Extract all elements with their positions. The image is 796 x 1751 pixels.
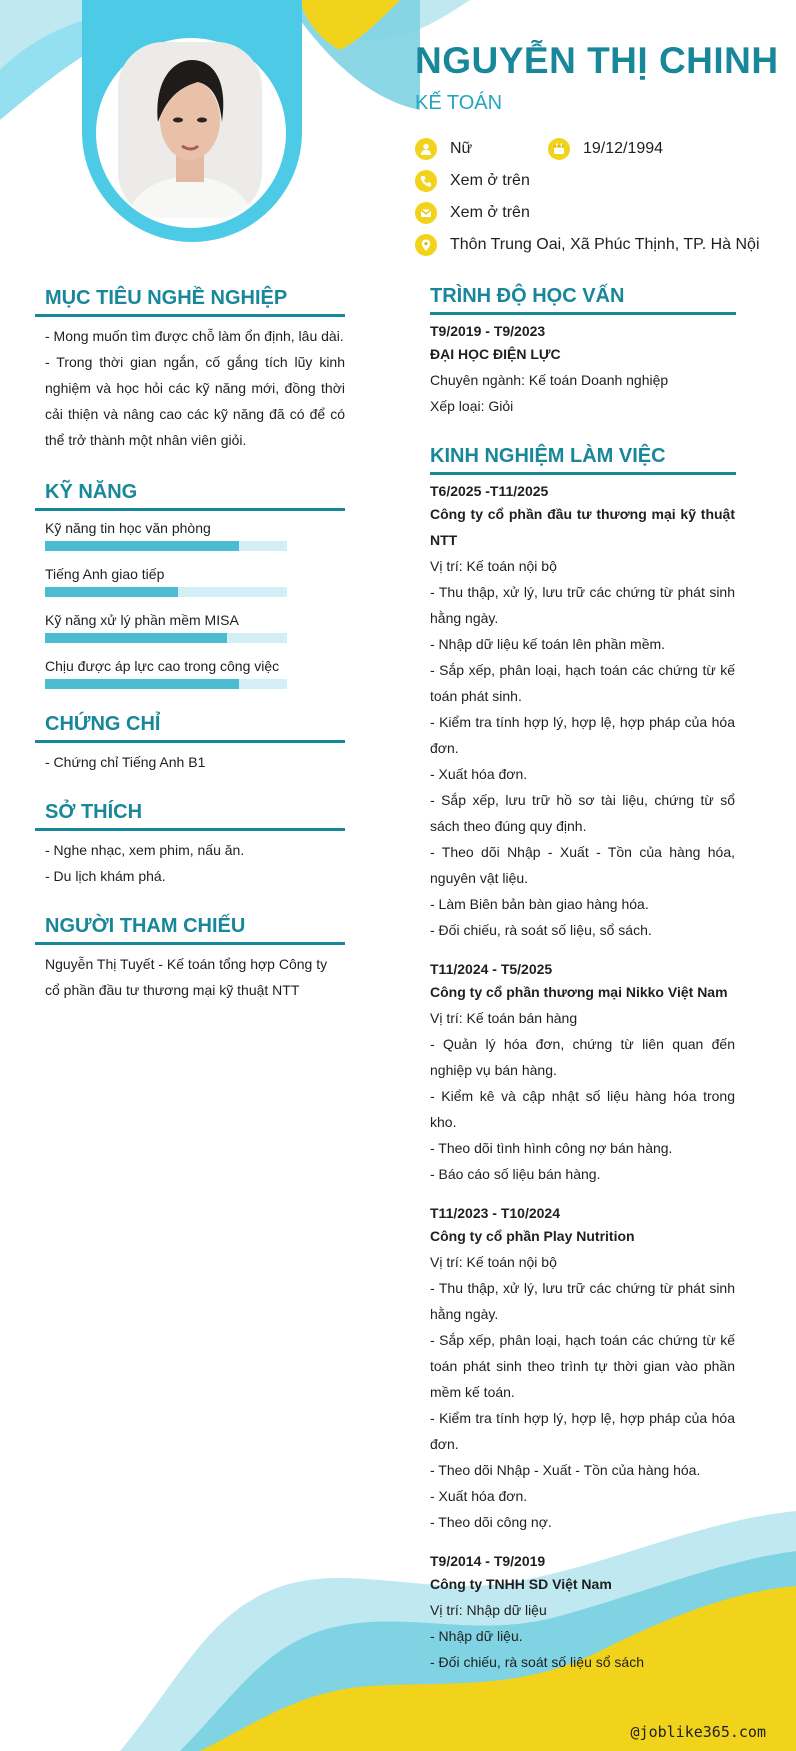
section-title-hobbies: SỞ THÍCH [45, 801, 143, 823]
job-entry [430, 1551, 735, 1675]
company-name: Công ty cổ phần thương mại Nikko Việt Nam [430, 984, 728, 1000]
section-divider [35, 740, 345, 743]
section-title-references: NGƯỜI THAM CHIẾU [45, 915, 246, 937]
full-name: NGUYỄN THỊ CHINH [415, 40, 779, 81]
education-period: T9/2019 - T9/2023 [430, 323, 546, 339]
job-detail-line: - Sắp xếp, phân loại, hạch toán các chứng từ kế toán phát sinh theo trình tự thời gian vào phần mềm kế toán. [430, 1332, 735, 1400]
job-detail-line: - Nhập dữ liệu. [430, 1628, 523, 1644]
job-detail-line: - Theo dõi Nhập - Xuất - Tồn của hàng hóa, nguyên vật liệu. [430, 844, 735, 886]
references-section [45, 913, 345, 1003]
skill-bar-fill [45, 633, 227, 643]
watermark: @joblike365.com [630, 1723, 766, 1741]
job-detail-line: - Xuất hóa đơn. [430, 766, 528, 782]
skill-bar [45, 587, 287, 597]
company-name: Công ty cổ phần đầu tư thương mại kỹ thuật NTT [430, 506, 735, 548]
education-line: Chuyên ngành: Kế toán Doanh nghiệp [430, 372, 669, 388]
job-detail-line: Vị trí: Nhập dữ liệu [430, 1602, 547, 1618]
section-divider [35, 942, 345, 945]
job-detail-line: - Đối chiếu, rà soát số liệu, sổ sách. [430, 922, 652, 938]
skill-bar-fill [45, 587, 178, 597]
job-detail-line: - Báo cáo số liệu bán hàng. [430, 1166, 601, 1182]
job-detail-line: Vị trí: Kế toán nội bộ [430, 558, 557, 574]
job-title: KẾ TOÁN [415, 92, 503, 114]
section-title-certificates: CHỨNG CHỈ [45, 713, 161, 735]
job-detail-line: - Sắp xếp, lưu trữ hồ sơ tài liệu, chứng từ sổ sách theo đúng quy định. [430, 792, 735, 834]
job-entry [430, 1203, 735, 1535]
job-period: T11/2024 - T5/2025 [430, 961, 553, 977]
skills-section [45, 479, 345, 689]
phone-value: Xem ở trên [450, 172, 530, 189]
job-detail-line: - Quản lý hóa đơn, chứng từ liên quan đến nghiệp vụ bán hàng. [430, 1036, 735, 1078]
objective-text [45, 323, 345, 453]
hobbies-section [45, 799, 345, 889]
info-row-address [415, 229, 790, 261]
skill-bar [45, 679, 287, 689]
skill-item [45, 609, 345, 643]
skill-name: Kỹ năng xử lý phần mềm MISA [45, 612, 239, 628]
reference-text: Nguyễn Thị Tuyết - Kế toán tổng hợp Công ty cổ phần đầu tư thương mại kỹ thuật NTT [45, 956, 328, 998]
section-title-objective: MỤC TIÊU NGHỀ NGHIỆP [45, 287, 288, 309]
job-detail-line: Vị trí: Kế toán nội bộ [430, 1254, 557, 1270]
phone-icon [415, 170, 437, 192]
education-section [430, 283, 735, 419]
info-row-email [415, 197, 790, 229]
objective-line: - Mong muốn tìm được chỗ làm ổn định, lâu dài. [45, 328, 344, 344]
certificates-section [45, 711, 345, 775]
education-line: Xếp loại: Giỏi [430, 398, 514, 414]
gender-item [415, 138, 548, 160]
job-period: T6/2025 -T11/2025 [430, 483, 549, 499]
company-name: Công ty cổ phần Play Nutrition [430, 1228, 635, 1244]
user-icon [415, 138, 437, 160]
email-value: Xem ở trên [450, 204, 530, 221]
objective-section [45, 285, 345, 453]
hobby-item: - Du lịch khám phá. [45, 868, 166, 884]
job-entry [430, 959, 735, 1187]
job-entry [430, 481, 735, 943]
job-period: T9/2014 - T9/2019 [430, 1553, 546, 1569]
right-column [430, 283, 735, 1691]
profile-photo [118, 42, 262, 218]
certificate-item: - Chứng chỉ Tiếng Anh B1 [45, 754, 206, 770]
job-detail-line: - Đối chiếu, rà soát số liệu sổ sách [430, 1654, 644, 1670]
skill-bar-fill [45, 679, 239, 689]
calendar-icon [548, 138, 570, 160]
skill-name: Chịu được áp lực cao trong công việc [45, 658, 280, 674]
school-name: ĐẠI HỌC ĐIỆN LỰC [430, 346, 561, 362]
job-detail-line: - Xuất hóa đơn. [430, 1488, 528, 1504]
section-title-skills: KỸ NĂNG [45, 481, 138, 503]
section-divider [35, 828, 345, 831]
gender-value: Nữ [450, 140, 473, 157]
experience-section [430, 443, 735, 1675]
job-list [430, 481, 735, 1675]
job-detail-line: - Thu thập, xử lý, lưu trữ các chứng từ phát sinh hằng ngày. [430, 584, 735, 626]
job-detail-line: - Kiểm tra tính hợp lý, hợp lệ, hợp pháp của hóa đơn. [430, 714, 735, 756]
section-divider [35, 314, 345, 317]
skill-bar [45, 633, 287, 643]
map-pin-icon [415, 234, 437, 256]
address-value: Thôn Trung Oai, Xã Phúc Thịnh, TP. Hà Nội [450, 236, 760, 253]
job-detail-line: - Thu thập, xử lý, lưu trữ các chứng từ phát sinh hằng ngày. [430, 1280, 735, 1322]
skill-bar-fill [45, 541, 239, 551]
job-detail-line: - Kiểm tra tính hợp lý, hợp lệ, hợp pháp của hóa đơn. [430, 1410, 735, 1452]
job-detail-line: - Theo dõi tình hình công nợ bán hàng. [430, 1140, 673, 1156]
skill-name: Kỹ năng tin học văn phòng [45, 520, 211, 536]
objective-line: - Trong thời gian ngắn, cố gắng tích lũy kinh nghiệm và học hỏi các kỹ năng mới, đồng thời cải thiện và nâng cao các kỹ năng đã có để có thể trở thành một nhân viên giỏi. [45, 354, 345, 448]
job-detail-line: - Sắp xếp, phân loại, hạch toán các chứng từ kế toán phát sinh. [430, 662, 735, 704]
job-detail-line: - Làm Biên bản bàn giao hàng hóa. [430, 896, 649, 912]
skill-bar [45, 541, 287, 551]
birthdate-item [548, 138, 663, 160]
job-detail-line: Vị trí: Kế toán bán hàng [430, 1010, 578, 1026]
hobby-item: - Nghe nhạc, xem phim, nấu ăn. [45, 842, 245, 858]
skill-item [45, 563, 345, 597]
section-title-education: TRÌNH ĐỘ HỌC VẤN [430, 285, 625, 307]
job-detail-line: - Nhập dữ liệu kế toán lên phần mềm. [430, 636, 666, 652]
skill-item [45, 655, 345, 689]
skill-name: Tiếng Anh giao tiếp [45, 566, 165, 582]
section-divider [430, 472, 736, 475]
job-detail-line: - Theo dõi Nhập - Xuất - Tồn của hàng hóa. [430, 1462, 701, 1478]
job-detail-line: - Kiểm kê và cập nhật số liệu hàng hóa trong kho. [430, 1088, 735, 1130]
info-row-phone [415, 165, 790, 197]
left-column [45, 285, 345, 1003]
info-row-gender-birthdate [415, 133, 790, 165]
birthdate-value: 19/12/1994 [583, 140, 664, 157]
section-title-experience: KINH NGHIỆM LÀM VIỆC [430, 445, 666, 467]
job-detail-line: - Theo dõi công nợ. [430, 1514, 552, 1530]
contact-info [415, 133, 790, 261]
skill-item [45, 517, 345, 551]
envelope-icon [415, 202, 437, 224]
job-period: T11/2023 - T10/2024 [430, 1205, 560, 1221]
section-divider [35, 508, 345, 511]
profile-header [415, 36, 785, 116]
company-name: Công ty TNHH SD Việt Nam [430, 1576, 612, 1592]
section-divider [430, 312, 736, 315]
